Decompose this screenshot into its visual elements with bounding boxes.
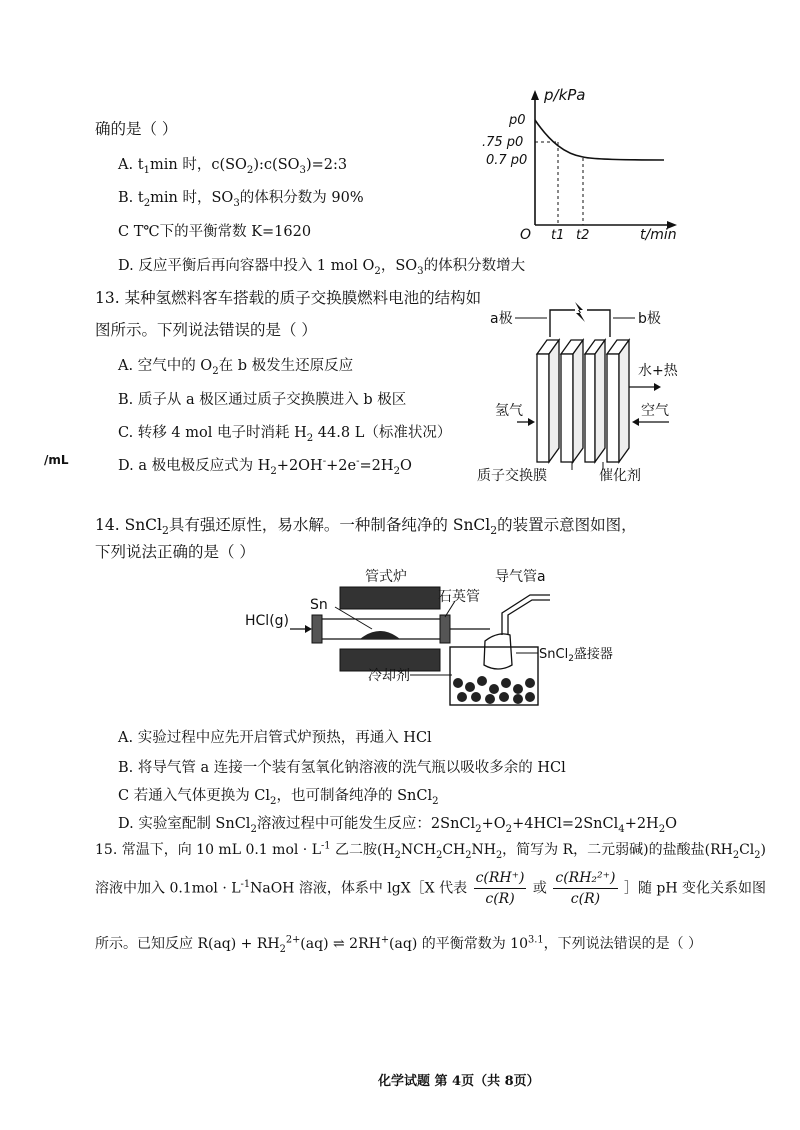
- q14-stem-line1: 14. SnCl$_2$具有强还原性，易水解。一种制备纯净的 SnCl$_2$的装置示意图如图，: [95, 516, 637, 538]
- x-tick-t2: t2: [576, 228, 590, 243]
- q13-option-a: A. 空气中的 $O_2$在 b 极发生还原反应: [118, 358, 354, 377]
- pressure-time-graph: [480, 82, 690, 242]
- x-tick-t1: t1: [551, 228, 565, 243]
- wire-right: [587, 310, 610, 337]
- q13-stem-line1: 13. 某种氢燃料客车搭载的质子交换膜燃料电池的结构如: [95, 289, 482, 307]
- receiver-flask: [484, 634, 512, 669]
- q14-stem-line2: 下列说法正确的是（ ）: [95, 543, 255, 561]
- sn-label: Sn: [310, 597, 328, 613]
- a-pole-label: a极: [490, 311, 513, 327]
- fraction-rh2: $\frac{\text{c(RH₂²⁺)}}{c(R)}$: [555, 870, 616, 907]
- sn-leader: [335, 607, 372, 629]
- receiver-label: SnCl$_2$盛接器: [539, 647, 613, 664]
- quartz-label: 石英管: [438, 589, 480, 605]
- q13-option-b: B. 质子从 a 极区通过质子交换膜进入 b 极区: [118, 392, 407, 408]
- coolant-label: 冷却剂: [368, 668, 410, 684]
- lightning-icon: [575, 302, 585, 322]
- catalyst-label: 催化剂: [599, 468, 641, 484]
- pressure-curve: [535, 120, 664, 160]
- furnace-label: 管式炉: [365, 569, 407, 585]
- air-label: 空气: [641, 403, 669, 419]
- x-axis-label: t/min: [640, 227, 677, 243]
- q12-option-a: A. $t_1\min$ 时，$c(SO_2):c(SO_3)=2:3$: [118, 157, 348, 176]
- q13-option-d: D. a 极电极反应式为 $H_2+2OH^-+2e^-=2H_2O$: [118, 456, 412, 477]
- q13-stem-line2: 图所示。下列说法错误的是（ ）: [95, 321, 317, 339]
- y-tick-p0: p0: [509, 113, 526, 128]
- gas-tube-label: 导气管a: [495, 569, 546, 585]
- q12-stem-tail: 确的是（ ）: [95, 120, 178, 138]
- sn-sample: [360, 631, 400, 639]
- right-cap: [440, 615, 450, 643]
- q12-option-b: B. $t_2\min$ 时，$SO_3$的体积分数为 90%: [118, 190, 364, 209]
- y-axis-label: p/kPa: [544, 86, 586, 104]
- b-pole-label: b极: [638, 311, 661, 327]
- furnace-top: [340, 587, 440, 609]
- water-heat-label: 水+热: [638, 363, 678, 379]
- q12-option-c: C T℃下的平衡常数 K=1620: [118, 224, 312, 240]
- y-tick-075: .75 p0: [482, 135, 524, 150]
- fraction-rh: $\frac{c(RH^+)}{c(R)}$: [475, 870, 525, 907]
- q13-option-c: C. 转移 4 mol 电子时消耗 $H_2$ 44.8 L（标准状况）: [118, 425, 452, 444]
- q15-line2: 溶液中加入 $0.1mol \cdot L^{-1}NaOH$ 溶液，体系中 lgX［X 代表 $\frac{c(RH^+)}{c(R)}$ 或 $\frac{\text{c(RH₂²⁺)}}{c(R)}$ ］随 pH 变化关系如图: [95, 870, 767, 907]
- sncl2-apparatus-diagram: [240, 565, 613, 715]
- page-footer: 化学试题 第 4页（共 8页）: [378, 1074, 540, 1089]
- wire-left: [550, 310, 575, 337]
- y-tick-07: 0.7 p0: [486, 153, 528, 168]
- fuel-cell-diagram: [475, 292, 690, 484]
- q14-option-b: B. 将导气管 a 连接一个装有氢氧化钠溶液的洗气瓶以吸收多余的 HCl: [118, 760, 566, 776]
- y-axis-arrow: [531, 90, 539, 100]
- q15-line3: 所示。已知反应 $R(aq) + RH_2^{2+}(aq)$ ⇌ 2RH+(aq) 的平衡常数为 $10^{3.1}$，下列说法错误的是（ ）: [95, 934, 703, 955]
- membrane-label: 质子交换膜: [477, 468, 547, 484]
- cell-stack: [537, 340, 629, 462]
- hydrogen-label: 氢气: [495, 403, 523, 419]
- origin-label: O: [520, 227, 532, 243]
- q12-option-d: D. 反应平衡后再向容器中投入 1 mol $O_2$，$SO_3$的体积分数增大: [118, 258, 526, 277]
- coolant-pellets: [453, 676, 535, 704]
- q14-option-d: D. 实验室配制 SnCl$_2$溶液过程中可能发生反应：$2SnCl_2+O_2+4HCl=2SnCl_4+2H_2O$: [118, 816, 678, 835]
- q15-line1: 15. 常温下，向 10 mL 0.1 mol · $L^{-1}$ 乙二胺($H_2NCH_2CH_2NH_2$，简写为 R，二元弱碱)的盐酸盐$(RH_2Cl_2)$: [95, 840, 766, 861]
- left-cap: [312, 615, 322, 643]
- hcl-label: HCl(g): [245, 613, 290, 629]
- margin-note: /mL: [44, 453, 69, 467]
- q14-option-c: C 若通入气体更换为 $Cl_2$，也可制备纯净的 SnCl$_2$: [118, 788, 439, 807]
- q14-option-a: A. 实验过程中应先开启管式炉预热，再通入 HCl: [118, 730, 432, 746]
